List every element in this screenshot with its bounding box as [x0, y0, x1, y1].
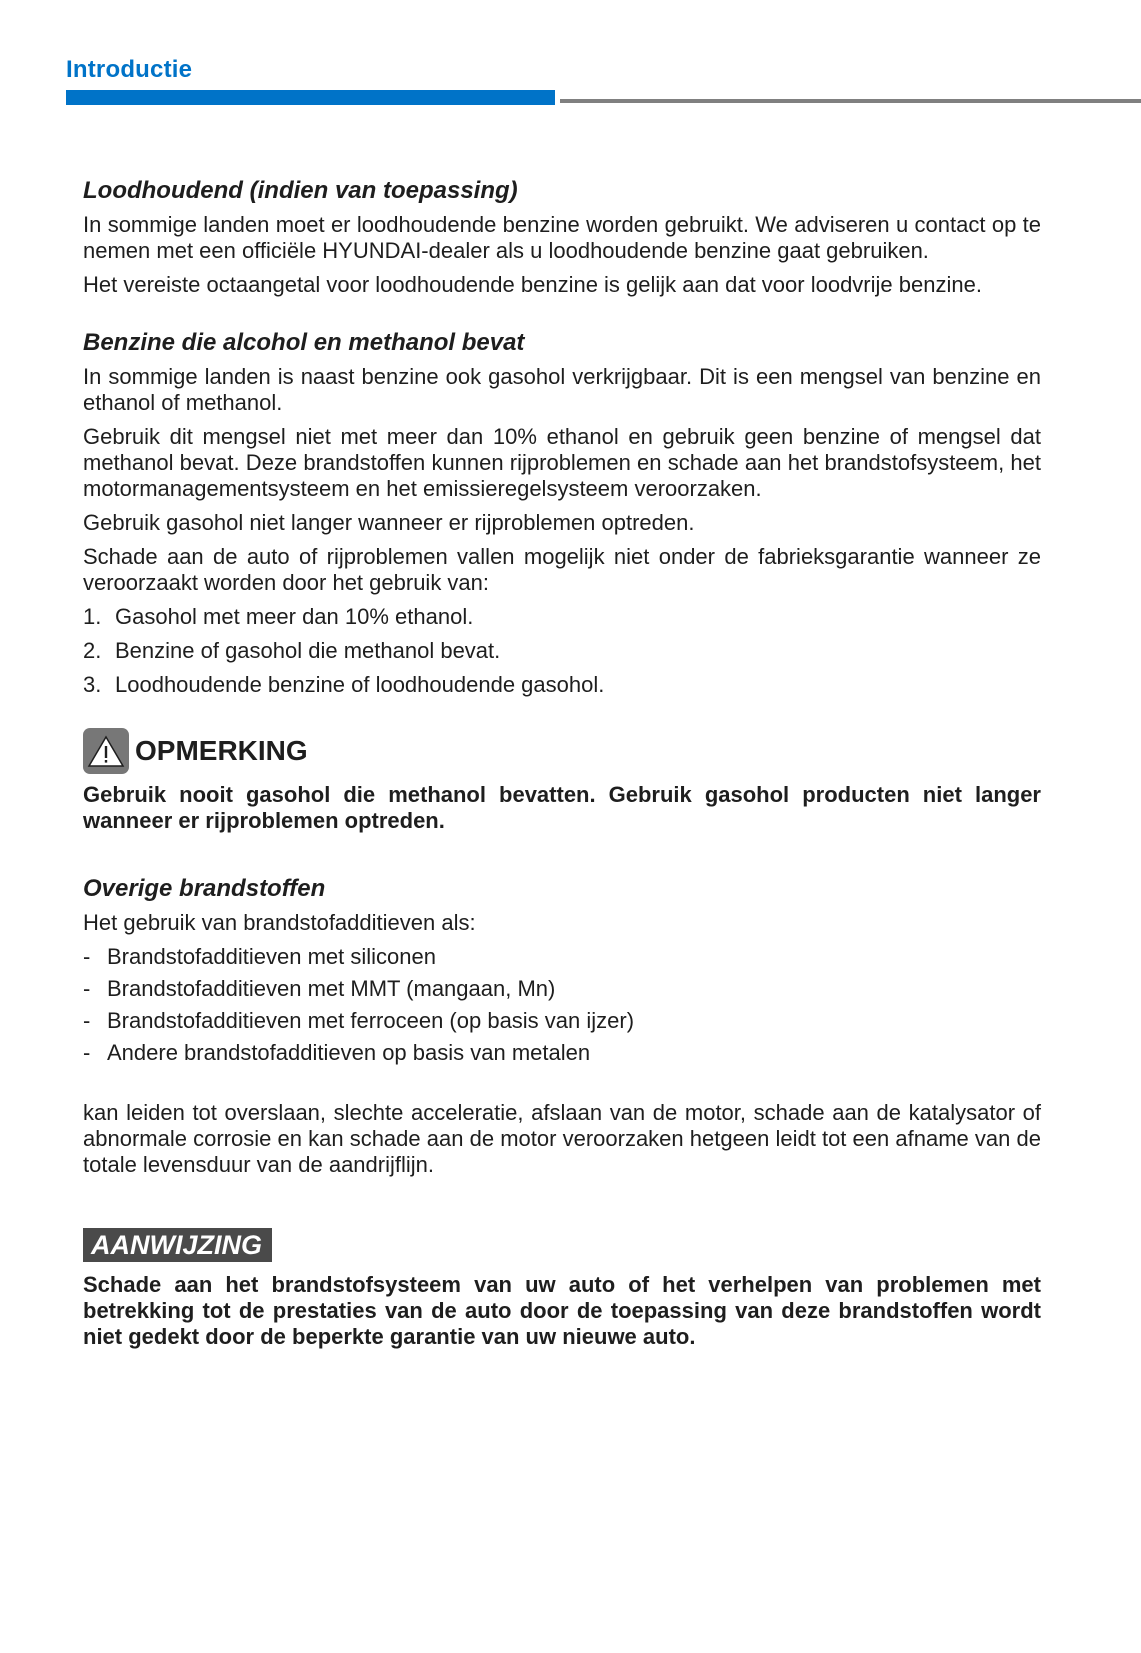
list-item — [83, 944, 1041, 970]
list-text: Benzine of gasohol die methanol bevat. — [115, 638, 501, 663]
section-label: Introductie — [66, 56, 193, 83]
header-rule — [560, 99, 1141, 103]
notice-text: Gebruik nooit gasohol die methanol bevatten. Gebruik gasohol producten niet langer wanneer er rijproblemen optreden. — [83, 782, 1041, 833]
list-item — [83, 976, 1041, 1002]
dash-bullet: - — [83, 944, 91, 969]
list-number: 2. — [83, 638, 102, 663]
notice-box — [83, 728, 1041, 834]
warning-triangle-icon — [83, 728, 129, 774]
list-item — [83, 672, 1041, 698]
paragraph: Schade aan de auto of rijproblemen vallen mogelijk niet onder de fabrieksgarantie wanneer ze veroorzaakt worden door het gebruik van: — [83, 544, 1041, 595]
numbered-list — [83, 604, 1041, 698]
paragraph: Gebruik gasohol niet langer wanneer er rijproblemen optreden. — [83, 510, 695, 535]
section-title: Loodhoudend (indien van toepassing) — [83, 177, 518, 204]
section-title: Overige brandstoffen — [83, 875, 326, 902]
hint-badge: AANWIJZING — [83, 1228, 272, 1262]
section-alcohol — [83, 328, 1041, 698]
paragraph: In sommige landen moet er loodhoudende benzine worden gebruikt. We adviseren u contact op te nemen met een officiële HYUNDAI-dealer als u loodhoudende benzine gaat gebruiken. — [83, 212, 1041, 263]
dash-bullet: - — [83, 1008, 91, 1033]
list-text: Brandstofadditieven met siliconen — [107, 944, 436, 969]
hint-box — [83, 1186, 1041, 1350]
list-item — [83, 1040, 1041, 1066]
header-accent-bar — [66, 90, 555, 105]
paragraph: kan leiden tot overslaan, slechte acceleratie, afslaan van de motor, schade aan de katalysator of abnormale corrosie en kan schade aan de motor veroorzaken hetgeen leidt tot een afname van de totale levensduur van de aandrijflijn. — [83, 1100, 1041, 1177]
list-text: Andere brandstofadditieven op basis van metalen — [107, 1040, 591, 1065]
paragraph: Het gebruik van brandstofadditieven als: — [83, 910, 476, 935]
hint-text: Schade aan het brandstofsysteem van uw auto of het verhelpen van problemen met betrekking tot de prestaties van de auto door de toepassing van deze brandstoffen wordt niet gedekt door de beperkte garantie van uw nieuwe auto. — [83, 1272, 1041, 1349]
notice-title: OPMERKING — [135, 735, 308, 766]
paragraph: Het vereiste octaangetal voor loodhoudende benzine is gelijk aan dat voor loodvrije benzine. — [83, 272, 982, 297]
notice-header — [83, 728, 1041, 774]
dash-bullet: - — [83, 976, 91, 1001]
section-other-fuels — [83, 874, 1041, 1178]
paragraph: In sommige landen is naast benzine ook gasohol verkrijgbaar. Dit is een mengsel van benzine en ethanol of methanol. — [83, 364, 1041, 415]
paragraph: Gebruik dit mengsel niet met meer dan 10% ethanol en gebruik geen benzine of mengsel dat methanol bevat. Deze brandstoffen kunnen rijproblemen en schade aan het brandstofsysteem, het motormanagementsysteem en het emissieregelsysteem veroorzaken. — [83, 424, 1041, 501]
dash-bullet: - — [83, 1040, 91, 1065]
list-text: Brandstofadditieven met ferroceen (op basis van ijzer) — [107, 1008, 635, 1033]
list-item — [83, 1008, 1041, 1034]
section-leaded — [83, 176, 1041, 298]
list-text: Brandstofadditieven met MMT (mangaan, Mn) — [107, 976, 556, 1001]
list-text: Gasohol met meer dan 10% ethanol. — [115, 604, 474, 629]
section-title: Benzine die alcohol en methanol bevat — [83, 329, 525, 356]
list-number: 1. — [83, 604, 102, 629]
page-content — [83, 176, 1041, 1350]
bullet-list — [83, 944, 1041, 1066]
list-item — [83, 638, 1041, 664]
list-number: 3. — [83, 672, 102, 697]
list-text: Loodhoudende benzine of loodhoudende gasohol. — [115, 672, 605, 697]
list-item — [83, 604, 1041, 630]
